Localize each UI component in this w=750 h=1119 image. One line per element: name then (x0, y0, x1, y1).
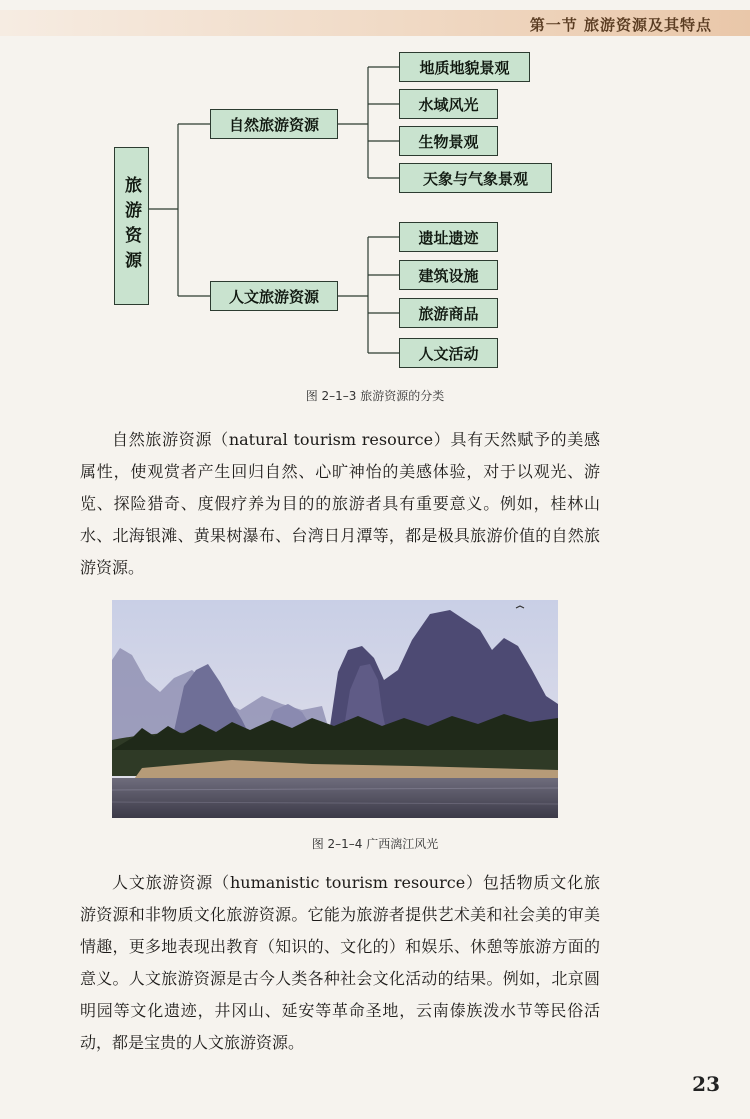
leaf-cultural-activities: 人文活动 (399, 338, 498, 368)
diagram-connector-lines (0, 40, 750, 380)
node-cultural-tourism-resources: 人文旅游资源 (210, 281, 338, 311)
chapter-section-title: 第一节 旅游资源及其特点 (529, 16, 712, 34)
paragraph-text: 人文旅游资源（humanistic tourism resource）包括物质文化旅游资源和非物质文化旅游资源。它能为旅游者提供艺术美和社会美的审美情趣，更多地表现出教育（知识的、文化的）和娱乐、休憩等旅游方面的意义。人文旅游资源是古今人类各种社会文化活动的结果。例如，北京圆明园等文化遗迹，井冈山、延安等革命圣地，云南傣族泼水节等民俗活动，都是宝贵的人文旅游资源。 (80, 873, 600, 1052)
paragraph-text: 自然旅游资源（natural tourism resource）具有天然赋予的美感属性，使观赏者产生回归自然、心旷神怡的美感体验，对于以观光、游览、探险猎奇、度假疗养为目的的旅游者具有重要意义。例如，桂林山水、北海银滩、黄果树瀑布、台湾日月潭等，都是极具旅游价值的自然旅游资源。 (80, 430, 600, 577)
leaf-astronomical-meteorological: 天象与气象景观 (399, 163, 552, 193)
photo-lijiang-river (112, 600, 558, 818)
figure-caption-photo: 图 2–1–4 广西漓江风光 (311, 837, 439, 851)
paragraph-natural-resources (80, 424, 600, 584)
leaf-ruins-relics: 遗址遗迹 (399, 222, 498, 252)
leaf-water-scenery: 水域风光 (399, 89, 498, 119)
karst-landscape-image (112, 600, 558, 818)
page-number: 23 (692, 1072, 720, 1096)
leaf-buildings-facilities: 建筑设施 (399, 260, 498, 290)
classification-diagram (0, 40, 750, 380)
leaf-geology-landform: 地质地貌景观 (399, 52, 530, 82)
leaf-tourism-goods: 旅游商品 (399, 298, 498, 328)
root-node-tourism-resources: 旅游资源 (114, 147, 149, 305)
node-natural-tourism-resources: 自然旅游资源 (210, 109, 338, 139)
paragraph-cultural-resources (80, 867, 600, 1059)
figure-caption-classification: 图 2–1–3 旅游资源的分类 (305, 389, 445, 403)
leaf-biological-landscape: 生物景观 (399, 126, 498, 156)
